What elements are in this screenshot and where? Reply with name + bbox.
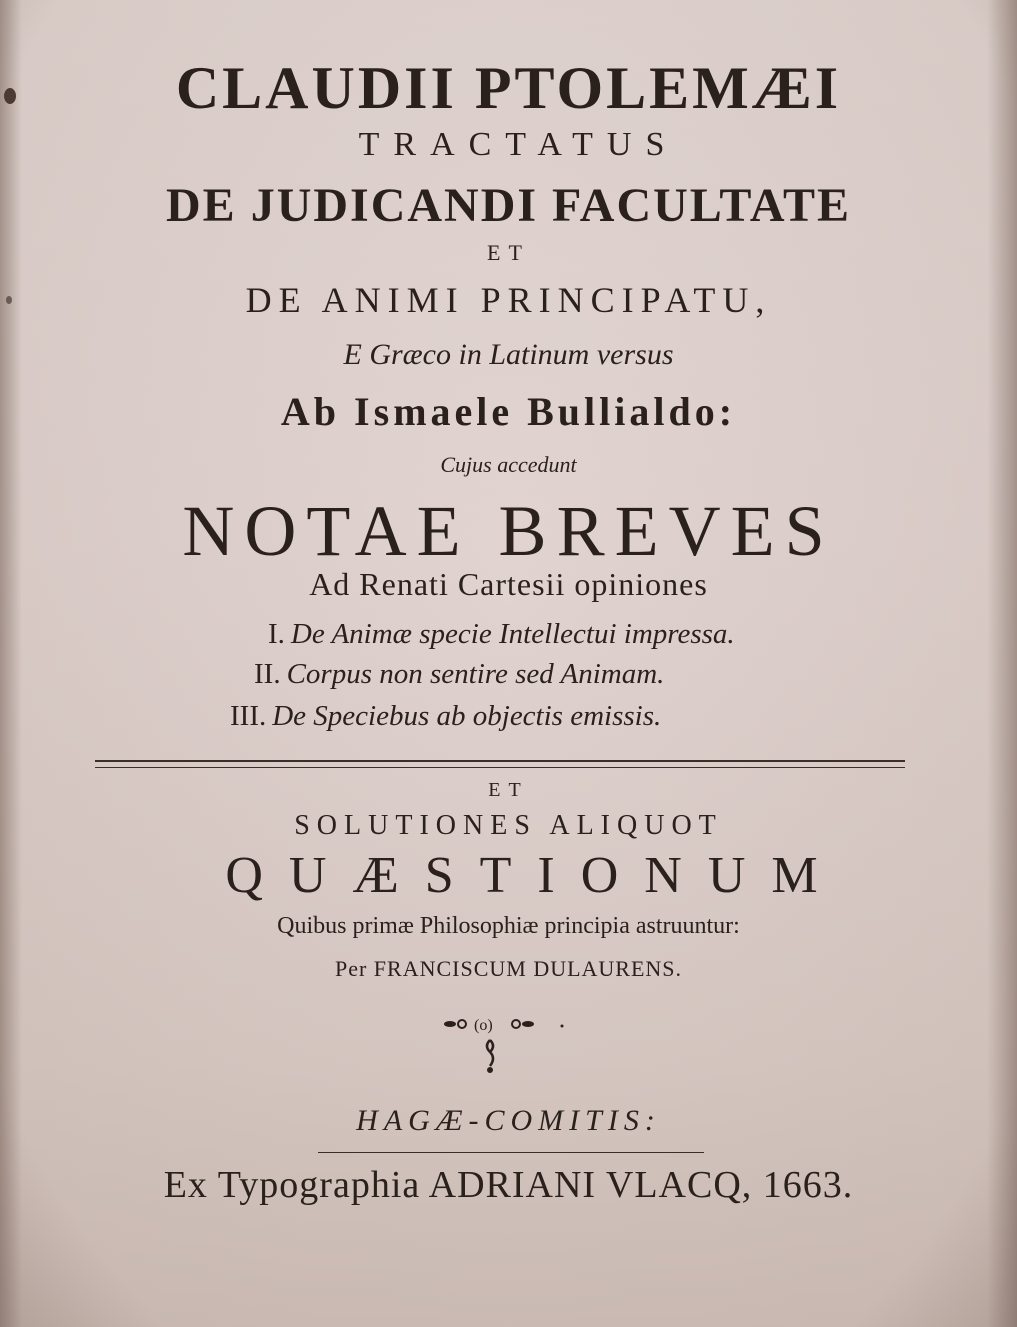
place-of-printing: HAGÆ-COMITIS:: [356, 1104, 661, 1137]
opinion-item: [254, 660, 664, 689]
svg-text:(o): (o): [474, 1017, 493, 1034]
author-line: Per FRANCISCUM DULAURENS.: [334, 956, 683, 981]
opinion-number: II.: [254, 658, 281, 690]
imprint-line: Ex Typographia ADRIANI VLACQ, 1663.: [163, 1164, 854, 1206]
cujus-line: Cujus accedunt: [440, 452, 577, 477]
opinion-text: De Animæ specie Intellectui impressa.: [290, 618, 735, 650]
opinion-text: De Speciebus ab objectis emissis.: [272, 700, 662, 732]
opinion-item: [268, 620, 735, 649]
tractatus-line: TRACTATUS: [358, 126, 679, 163]
et-line: ET: [488, 779, 529, 801]
translation-note: E Græco in Latinum versus: [343, 338, 674, 371]
et-line: ET: [487, 240, 530, 265]
animi-line: DE ANIMI PRINCIPATU,: [245, 280, 772, 320]
notae-breves-heading: NOTAE BREVES: [182, 491, 835, 571]
opinion-number: I.: [268, 618, 285, 650]
double-rule-divider: [95, 760, 905, 768]
translator-line: Ab Ismaele Bullialdo:: [280, 389, 737, 434]
solutiones-line: SOLUTIONES ALIQUOT: [294, 810, 723, 841]
renati-line: Ad Renati Cartesii opiniones: [309, 566, 708, 602]
printer-ornament-icon: [438, 1010, 578, 1080]
book-title: CLAUDII PTOLEMÆI: [175, 55, 842, 121]
quibus-line: Quibus primæ Philosophiæ principia astruuntur:: [277, 913, 740, 939]
opinion-item: [230, 702, 661, 731]
opinion-text: Corpus non sentire sed Animam.: [286, 658, 665, 690]
judicandi-line: DE JUDICANDI FACULTATE: [166, 179, 851, 232]
imprint-rule: [318, 1152, 704, 1153]
quaestionum-heading: QUÆSTIONUM: [225, 847, 844, 904]
opinion-number: III.: [230, 700, 267, 732]
